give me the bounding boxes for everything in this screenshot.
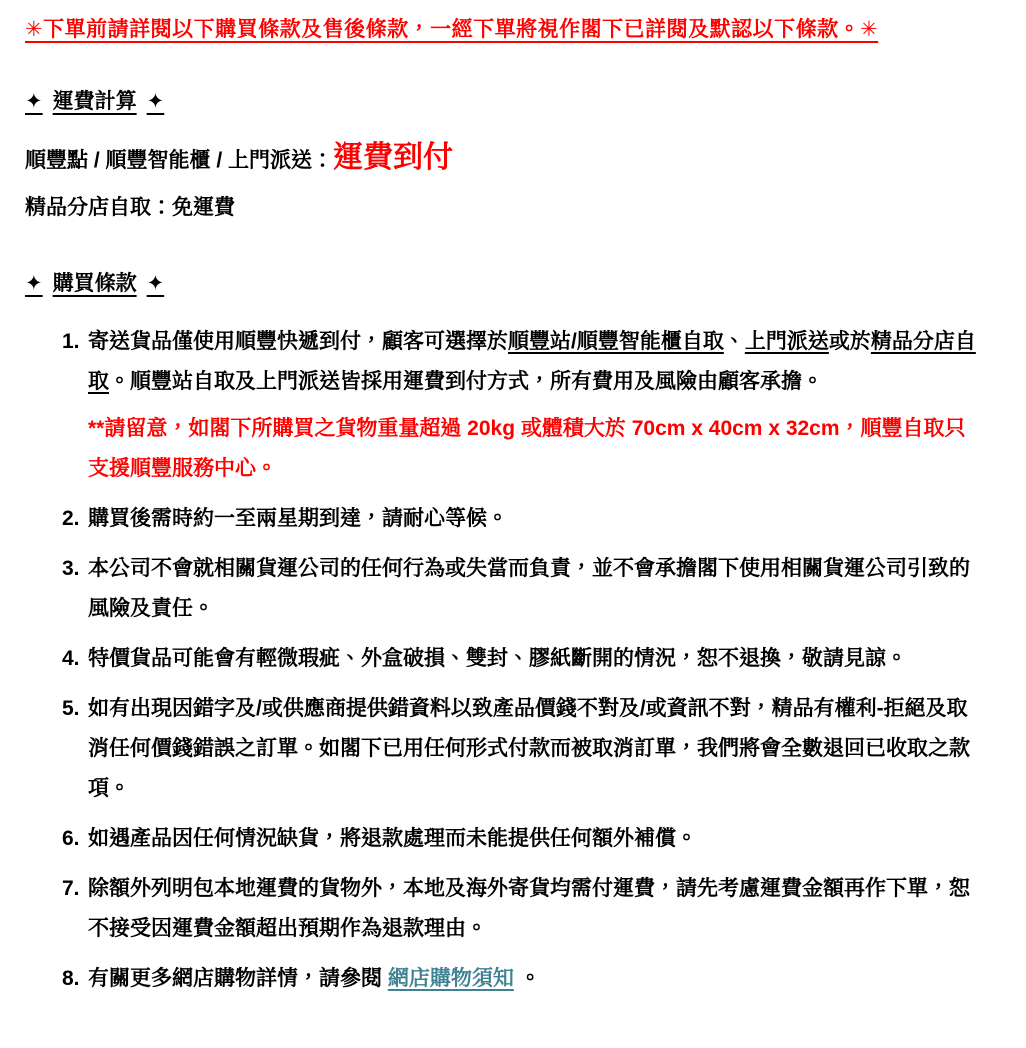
term-number: 2. (62, 507, 80, 530)
term-text: 如遇產品因任何情況缺貨，將退款處理而未能提供任何額外補償。 (88, 827, 697, 850)
term-text (88, 322, 986, 489)
term-1-seg-plain: 或於 (828, 330, 871, 353)
term-number: 1. (62, 330, 80, 353)
term-text: 特價貨品可能會有輕微瑕疵、外盒破損、雙封、膠紙斷開的情況，恕不退換，敬請見諒。 (88, 647, 907, 670)
sf-delivery-options-line (25, 137, 986, 182)
term-1-seg-plain: 、 (723, 330, 745, 353)
term-1-seg-store-pickup: 精品分店自取 (88, 330, 976, 393)
term-text: 除額外列明包本地運費的貨物外，本地及海外寄貨均需付運費，請先考慮運費金額再作下單，恕不接受因運費金額超出預期作為退款理由。 (88, 877, 970, 940)
term-text: 如有出現因錯字及/或供應商提供錯資料以致產品價錢不對及/或資訊不對，精品有權利-拒絕及取消任何價錢錯誤之訂單。如閣下已用任何形式付款而被取消訂單，我們將會全數退回已收取之款項。 (88, 697, 970, 800)
term-1-body (88, 322, 986, 402)
terms-list (62, 322, 986, 999)
term-item-7 (62, 869, 986, 949)
term-item-2 (62, 499, 986, 539)
freight-collect-value: 運費到付 (333, 141, 454, 174)
term-1-seg-plain: 寄送貨品僅使用順豐快遞到付，顧客可選擇於 (88, 330, 508, 353)
term-number: 5. (62, 697, 80, 720)
four-pointed-star-icon: ✦ (25, 90, 43, 113)
purchase-terms-heading-label: 購買條款 (52, 272, 137, 295)
term-number: 4. (62, 647, 80, 670)
term-text: 本公司不會就相關貨運公司的任何行為或失當而負責，並不會承擔閣下使用相關貨運公司引致的風險及責任。 (88, 557, 970, 620)
term-item-6 (62, 819, 986, 859)
term-text (88, 959, 986, 999)
purchase-terms-heading (25, 270, 164, 298)
shipping-fee-heading (25, 88, 164, 116)
shipping-fee-heading-label: 運費計算 (52, 90, 137, 113)
term-1-seg-plain: 。順豐站自取及上門派送皆採用運費到付方式，所有費用及風險由顧客承擔。 (109, 370, 823, 393)
four-pointed-star-icon: ✦ (25, 272, 43, 295)
sf-delivery-options-label: 順豐點 / 順豐智能櫃 / 上門派送： (25, 149, 334, 172)
term-item-4 (62, 639, 986, 679)
term-number: 7. (62, 877, 80, 900)
weight-size-warning-note: **請留意，如閣下所購買之貨物重量超過 20kg 或體積大於 70cm x 40cm x 32cm，順豐自取只支援順豐服務中心。 (88, 417, 966, 480)
term-number: 6. (62, 827, 80, 850)
pre-order-notice: ✳下單前請詳閱以下購買條款及售後條款，一經下單將視作閣下已詳閱及默認以下條款。✳ (25, 18, 879, 41)
term-item-8 (62, 959, 986, 999)
term-item-3 (62, 549, 986, 629)
term-1-seg-home-delivery: 上門派送 (744, 330, 829, 353)
term-8-suffix: 。 (513, 967, 541, 990)
store-pickup-free-line: 精品分店自取：免運費 (25, 196, 235, 219)
term-8-prefix: 有關更多網店購物詳情，請參閱 (88, 967, 388, 990)
term-number: 3. (62, 557, 80, 580)
term-1-seg-sf-pickup: 順豐站/順豐智能櫃自取 (508, 330, 724, 353)
term-item-5 (62, 689, 986, 809)
four-pointed-star-icon: ✦ (146, 90, 165, 113)
term-item-1 (62, 322, 986, 489)
term-text: 購買後需時約一至兩星期到達，請耐心等候。 (88, 507, 508, 530)
term-number: 8. (62, 967, 80, 990)
four-pointed-star-icon: ✦ (146, 272, 165, 295)
online-shopping-guide-link[interactable]: 網店購物須知 (387, 967, 514, 990)
